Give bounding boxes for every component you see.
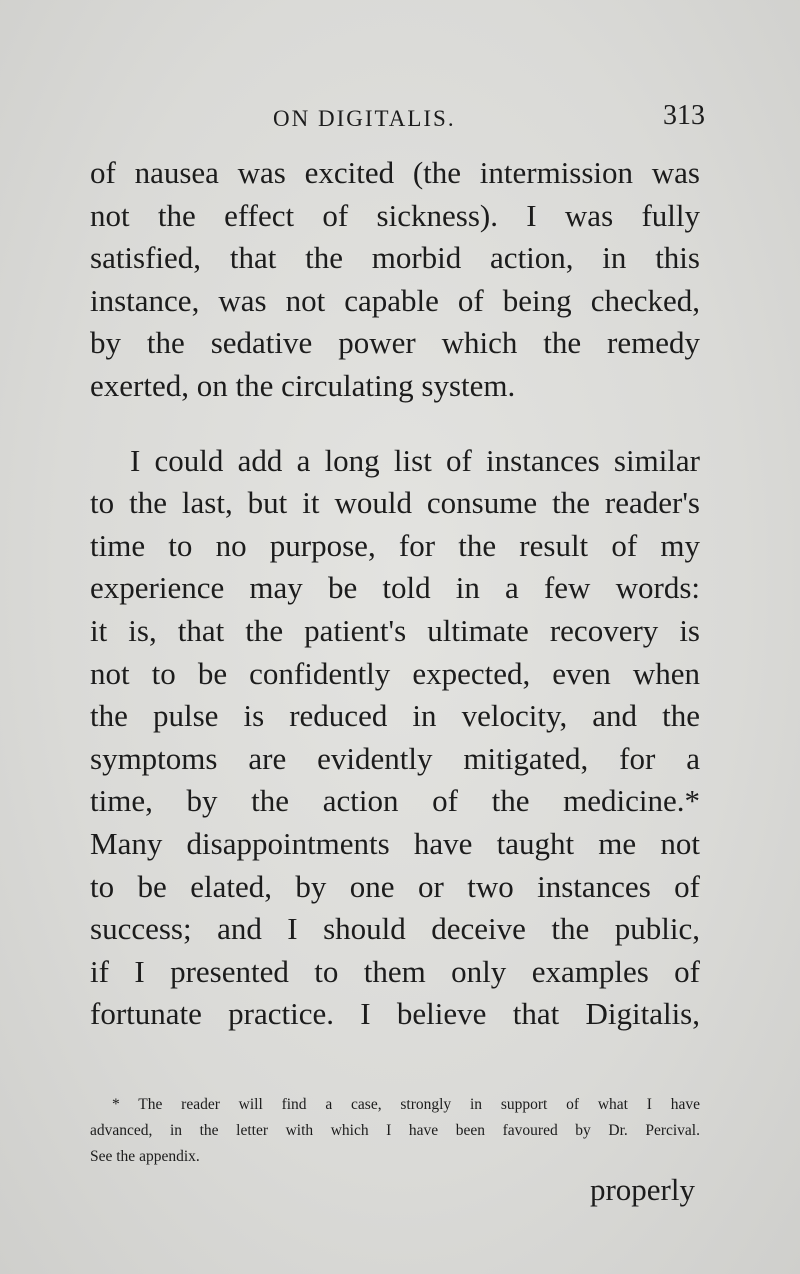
catchword: properly [589, 1172, 695, 1207]
paragraph-1 [90, 152, 700, 408]
text-line: if I presented to them only examples of [90, 953, 700, 989]
text-line: symptoms are evidently mitigated, for a [90, 740, 700, 776]
paragraph-gap [90, 408, 700, 440]
footnote [90, 1092, 700, 1170]
text-line: to the last, but it would consume the reader's [90, 485, 700, 521]
text-line: of nausea was excited (the intermission was [90, 155, 700, 190]
text-line: success; and I should deceive the public, [90, 911, 700, 947]
text-line: not to be confidently expected, even when [90, 655, 700, 691]
text-line: I could add a long list of instances similar [130, 442, 700, 478]
text-line: experience may be told in a few words: [90, 570, 700, 606]
text-line: time to no purpose, for the result of my [90, 527, 700, 563]
page-number: 313 [663, 100, 705, 131]
page-header [95, 100, 705, 140]
footnote-line: * The reader will find a case, strongly in support of what I have [112, 1096, 700, 1113]
text-line: to be elated, by one or two instances of [90, 868, 700, 904]
text-line: it is, that the patient's ultimate recovery is [90, 612, 700, 648]
text-line: exerted, on the circulating system. [90, 367, 516, 403]
footnote-line: advanced, in the letter with which I have been favoured by Dr. Percival. [90, 1122, 700, 1139]
paragraph-2 [90, 440, 700, 1036]
footnote-line: See the appendix. [90, 1148, 200, 1165]
running-head: ON DIGITALIS. [273, 106, 456, 131]
text-line: not the effect of sickness). I was fully [90, 197, 700, 233]
text-line: time, by the action of the medicine.* [90, 783, 700, 819]
text-line: by the sedative power which the remedy [90, 325, 700, 361]
text-line: fortunate practice. I believe that Digitalis, [90, 996, 700, 1032]
text-line: the pulse is reduced in velocity, and the [90, 698, 700, 734]
text-line: satisfied, that the morbid action, in this [90, 240, 700, 276]
body-text [90, 152, 700, 1036]
text-line: Many disappointments have taught me not [90, 825, 700, 861]
text-line: instance, was not capable of being checked, [90, 282, 700, 318]
